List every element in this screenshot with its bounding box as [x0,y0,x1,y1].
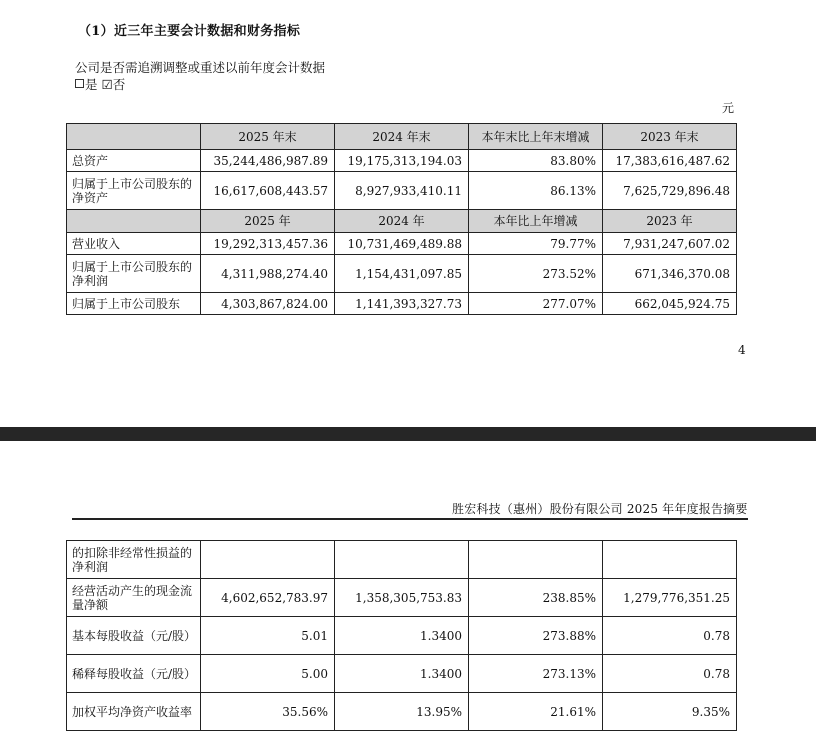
checked-box-icon: ☑ [101,77,113,92]
table-cell: 86.13% [469,172,603,210]
header-cell: 2023 年 [603,210,737,233]
row-label: 总资产 [67,150,201,172]
table-header-row [67,210,737,233]
header-cell: 2025 年 [201,210,335,233]
table-header-row [67,124,737,150]
table-cell: 4,602,652,783.97 [201,579,335,617]
table-row [67,693,737,731]
table-cell: 273.88% [469,617,603,655]
table-row [67,579,737,617]
table-cell: 0.78 [603,655,737,693]
table-cell: 4,311,988,274.40 [201,255,335,293]
header-cell: 2023 年末 [603,124,737,150]
table-row [67,541,737,579]
currency-unit: 元 [722,101,735,115]
key-financials-table [66,123,737,315]
row-label: 的扣除非经常性损益的净利润 [67,541,201,579]
row-label: 加权平均净资产收益率 [67,693,201,731]
table-cell: 671,346,370.08 [603,255,737,293]
table-cell: 79.77% [469,233,603,255]
header-cell: 2025 年末 [201,124,335,150]
header-cell: 2024 年 [335,210,469,233]
row-label: 营业收入 [67,233,201,255]
table-cell: 1,141,393,327.73 [335,293,469,315]
table-cell: 1.3400 [335,655,469,693]
table-cell: 4,303,867,824.00 [201,293,335,315]
row-label: 归属于上市公司股东的净利润 [67,255,201,293]
table-cell: 9.35% [603,693,737,731]
row-label: 归属于上市公司股东的净资产 [67,172,201,210]
table-cell [201,541,335,579]
table-cell: 0.78 [603,617,737,655]
table-cell: 238.85% [469,579,603,617]
table-row [67,655,737,693]
restatement-question: 公司是否需追溯调整或重述以前年度会计数据 [75,60,326,75]
table-cell: 5.00 [201,655,335,693]
table-cell: 10,731,469,489.88 [335,233,469,255]
table-row [67,172,737,210]
table-cell: 17,383,616,487.62 [603,150,737,172]
table-cell: 21.61% [469,693,603,731]
row-label: 归属于上市公司股东 [67,293,201,315]
header-blank-cell [67,124,201,150]
table-row [67,293,737,315]
section-title: （1）近三年主要会计数据和财务指标 [78,24,301,39]
option-yes: 是 [85,77,98,92]
unchecked-box-icon [75,79,84,88]
table-cell: 19,175,313,194.03 [335,150,469,172]
table-cell [603,541,737,579]
header-cell: 2024 年末 [335,124,469,150]
table-cell: 16,617,608,443.57 [201,172,335,210]
restatement-answer [75,75,125,93]
table-cell [335,541,469,579]
table-cell: 1,154,431,097.85 [335,255,469,293]
table-cell: 1,279,776,351.25 [603,579,737,617]
header-blank-cell [67,210,201,233]
table-cell: 83.80% [469,150,603,172]
row-label: 基本每股收益（元/股） [67,617,201,655]
table-row [67,150,737,172]
table-cell: 7,931,247,607.02 [603,233,737,255]
table-cell: 273.52% [469,255,603,293]
table-cell: 35,244,486,987.89 [201,150,335,172]
row-label: 经营活动产生的现金流量净额 [67,579,201,617]
table-cell: 7,625,729,896.48 [603,172,737,210]
table-row [67,617,737,655]
table-cell: 13.95% [335,693,469,731]
header-rule [72,518,748,520]
key-financials-table-continued [66,540,737,731]
page-number: 4 [738,343,746,357]
table-cell: 1,358,305,753.83 [335,579,469,617]
table-cell [469,541,603,579]
header-cell: 本年比上年增减 [469,210,603,233]
table-cell: 277.07% [469,293,603,315]
table-cell: 5.01 [201,617,335,655]
table-cell: 662,045,924.75 [603,293,737,315]
table-cell: 19,292,313,457.36 [201,233,335,255]
page-divider [0,427,816,441]
table-cell: 8,927,933,410.11 [335,172,469,210]
table-cell: 1.3400 [335,617,469,655]
header-cell: 本年末比上年末增减 [469,124,603,150]
row-label: 稀释每股收益（元/股） [67,655,201,693]
table-cell: 273.13% [469,655,603,693]
table-row [67,255,737,293]
report-header-title: 胜宏科技（惠州）股份有限公司 2025 年年度报告摘要 [452,502,748,516]
option-no: 否 [112,77,126,92]
table-row [67,233,737,255]
table-cell: 35.56% [201,693,335,731]
